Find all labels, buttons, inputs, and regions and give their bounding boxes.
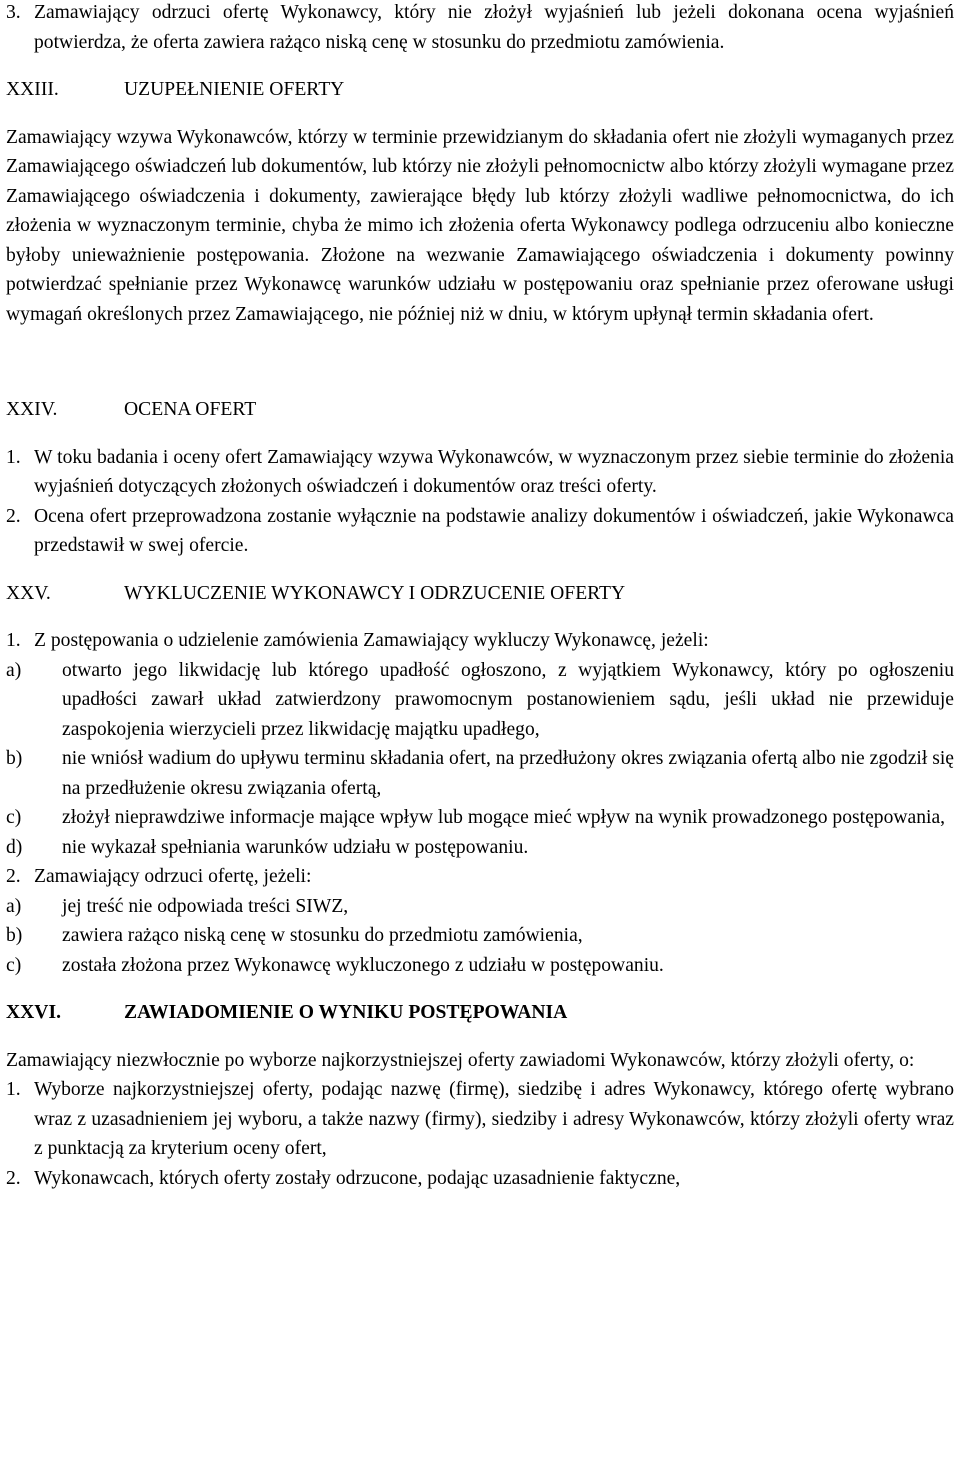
sub-item-text: otwarto jego likwidację lub którego upadłość ogłoszono, z wyjątkiem Wykonawcy, który po ogłoszeniu upadłości zawarł układ zatwierdzony prawomocnym postanowieniem sądu, jeśli układ nie przewiduje zaspokojenia wierzycieli przez likwidację majątku upadłego, bbox=[62, 659, 954, 740]
sub-item-text: nie wniósł wadium do upływu terminu składania ofert, na przedłużony okres związania ofertą albo nie zgodził się na przedłużenie okresu związania ofertą, bbox=[62, 748, 954, 799]
item-number: 2. bbox=[6, 1167, 21, 1189]
item-text: W toku badania i oceny ofert Zamawiający wzywa Wykonawców, w wyznaczonym przez siebie terminie do złożenia wyjaśnień dotyczących złożonych oświadczeń i dokumentów oraz treści oferty. bbox=[34, 446, 954, 497]
list-item bbox=[6, 443, 954, 502]
sub-list-item bbox=[6, 656, 954, 745]
sub-item-text: nie wykazał spełniania warunków udziału w postępowaniu. bbox=[62, 836, 529, 858]
sub-item-text: została złożona przez Wykonawcę wykluczonego z udziału w postępowaniu. bbox=[62, 954, 664, 976]
sub-item-text: złożył nieprawdziwe informacje mające wpływ lub mogące mieć wpływ na wynik prowadzonego postępowania, bbox=[62, 807, 946, 828]
item-text: Wykonawcach, których oferty zostały odrzucone, podając uzasadnienie faktyczne, bbox=[34, 1167, 681, 1189]
sub-item-text: jej treść nie odpowiada treści SIWZ, bbox=[62, 895, 349, 917]
list-item bbox=[6, 0, 954, 57]
list-item bbox=[6, 1075, 954, 1164]
sub-list-item bbox=[6, 744, 954, 803]
sub-item-letter: c) bbox=[6, 954, 22, 976]
list-item bbox=[6, 626, 954, 656]
item-number: 3. bbox=[6, 2, 21, 23]
item-number: 1. bbox=[6, 446, 21, 468]
sub-item-letter: a) bbox=[6, 895, 22, 917]
item-text: Ocena ofert przeprowadzona zostanie wyłącznie na podstawie analizy dokumentów i oświadczeń, jakie Wykonawca przedstawił w swej ofercie. bbox=[34, 505, 954, 556]
section-title: OCENA OFERT bbox=[124, 399, 257, 420]
section-title: UZUPEŁNIENIE OFERTY bbox=[124, 79, 345, 100]
section-number: XXVI. bbox=[6, 1002, 61, 1023]
item-text: Zamawiający odrzuci ofertę, jeżeli: bbox=[34, 866, 312, 887]
list-item bbox=[6, 862, 954, 892]
sub-list-item bbox=[6, 921, 954, 951]
item-text: Z postępowania o udzielenie zamówienia Zamawiający wykluczy Wykonawcę, jeżeli: bbox=[34, 630, 709, 651]
sub-list-item bbox=[6, 833, 954, 863]
section-number: XXIV. bbox=[6, 399, 58, 420]
item-number: 2. bbox=[6, 866, 21, 887]
section-heading-xxiii bbox=[6, 75, 954, 105]
sub-list-item bbox=[6, 951, 954, 981]
list-item bbox=[6, 502, 954, 561]
item-number: 1. bbox=[6, 630, 21, 651]
section-title: WYKLUCZENIE WYKONAWCY I ODRZUCENIE OFERTY bbox=[124, 582, 626, 604]
section-heading-xxvi bbox=[6, 998, 954, 1028]
sub-item-letter: b) bbox=[6, 925, 23, 946]
section-title: ZAWIADOMIENIE O WYNIKU POSTĘPOWANIA bbox=[124, 1002, 568, 1023]
item-number: 2. bbox=[6, 505, 21, 527]
item-number: 1. bbox=[6, 1079, 21, 1100]
sub-item-letter: b) bbox=[6, 748, 23, 769]
sub-item-text: zawiera rażąco niską cenę w stosunku do przedmiotu zamówienia, bbox=[62, 925, 583, 946]
list-item bbox=[6, 1164, 954, 1194]
section-intro: Zamawiający niezwłocznie po wyborze najkorzystniejszej oferty zawiadomi Wykonawców, którzy złożyli oferty, o: bbox=[6, 1049, 915, 1071]
section-paragraph: Zamawiający wzywa Wykonawców, którzy w terminie przewidzianym do składania ofert nie złożyli wymaganych przez Zamawiającego oświadczeń lub dokumentów, lub którzy nie złożyli pełnomocnictw albo którzy złożyli wymagane przez Zamawiającego oświadczenia i dokumenty, zawierające błędy lub którzy złożyli wadliwe pełnomocnictwa, do ich złożenia w wyznaczonym terminie, chyba że mimo ich złożenia oferta Wykonawcy podlega odrzuceniu albo konieczne byłoby unieważnienie postępowania. Złożone na wezwanie Zamawiającego oświadczenia i dokumenty powinny potwierdzać spełnianie przez Wykonawcę warunków udziału w postępowaniu oraz spełnianie przez oferowane usługi wymagań określonych przez Zamawiającego, nie później niż w dniu, w którym upłynął termin składania ofert. bbox=[6, 126, 954, 325]
item-text: Wyborze najkorzystniejszej oferty, podając nazwę (firmę), siedzibę i adres Wykonawcy, którego ofertę wybrano wraz z uzasadnieniem jej wyboru, a także nazwy (firmy), siedziby i adresy Wykonawców, którzy złożyli oferty wraz z punktacją za kryterium oceny ofert, bbox=[34, 1079, 954, 1159]
sub-item-letter: d) bbox=[6, 836, 23, 858]
item-text: Zamawiający odrzuci ofertę Wykonawcy, który nie złożył wyjaśnień lub jeżeli dokonana ocena wyjaśnień potwierdza, że oferta zawiera rażąco niską cenę w stosunku do przedmiotu zamówienia. bbox=[34, 2, 954, 53]
section-number: XXV. bbox=[6, 582, 51, 604]
sub-item-letter: c) bbox=[6, 807, 22, 828]
section-number: XXIII. bbox=[6, 79, 59, 100]
section-heading-xxiv bbox=[6, 395, 954, 425]
sub-list-item bbox=[6, 803, 954, 833]
sub-item-letter: a) bbox=[6, 659, 22, 681]
section-heading-xxv bbox=[6, 579, 954, 609]
document-page bbox=[6, 0, 954, 1193]
sub-list-item bbox=[6, 892, 954, 922]
